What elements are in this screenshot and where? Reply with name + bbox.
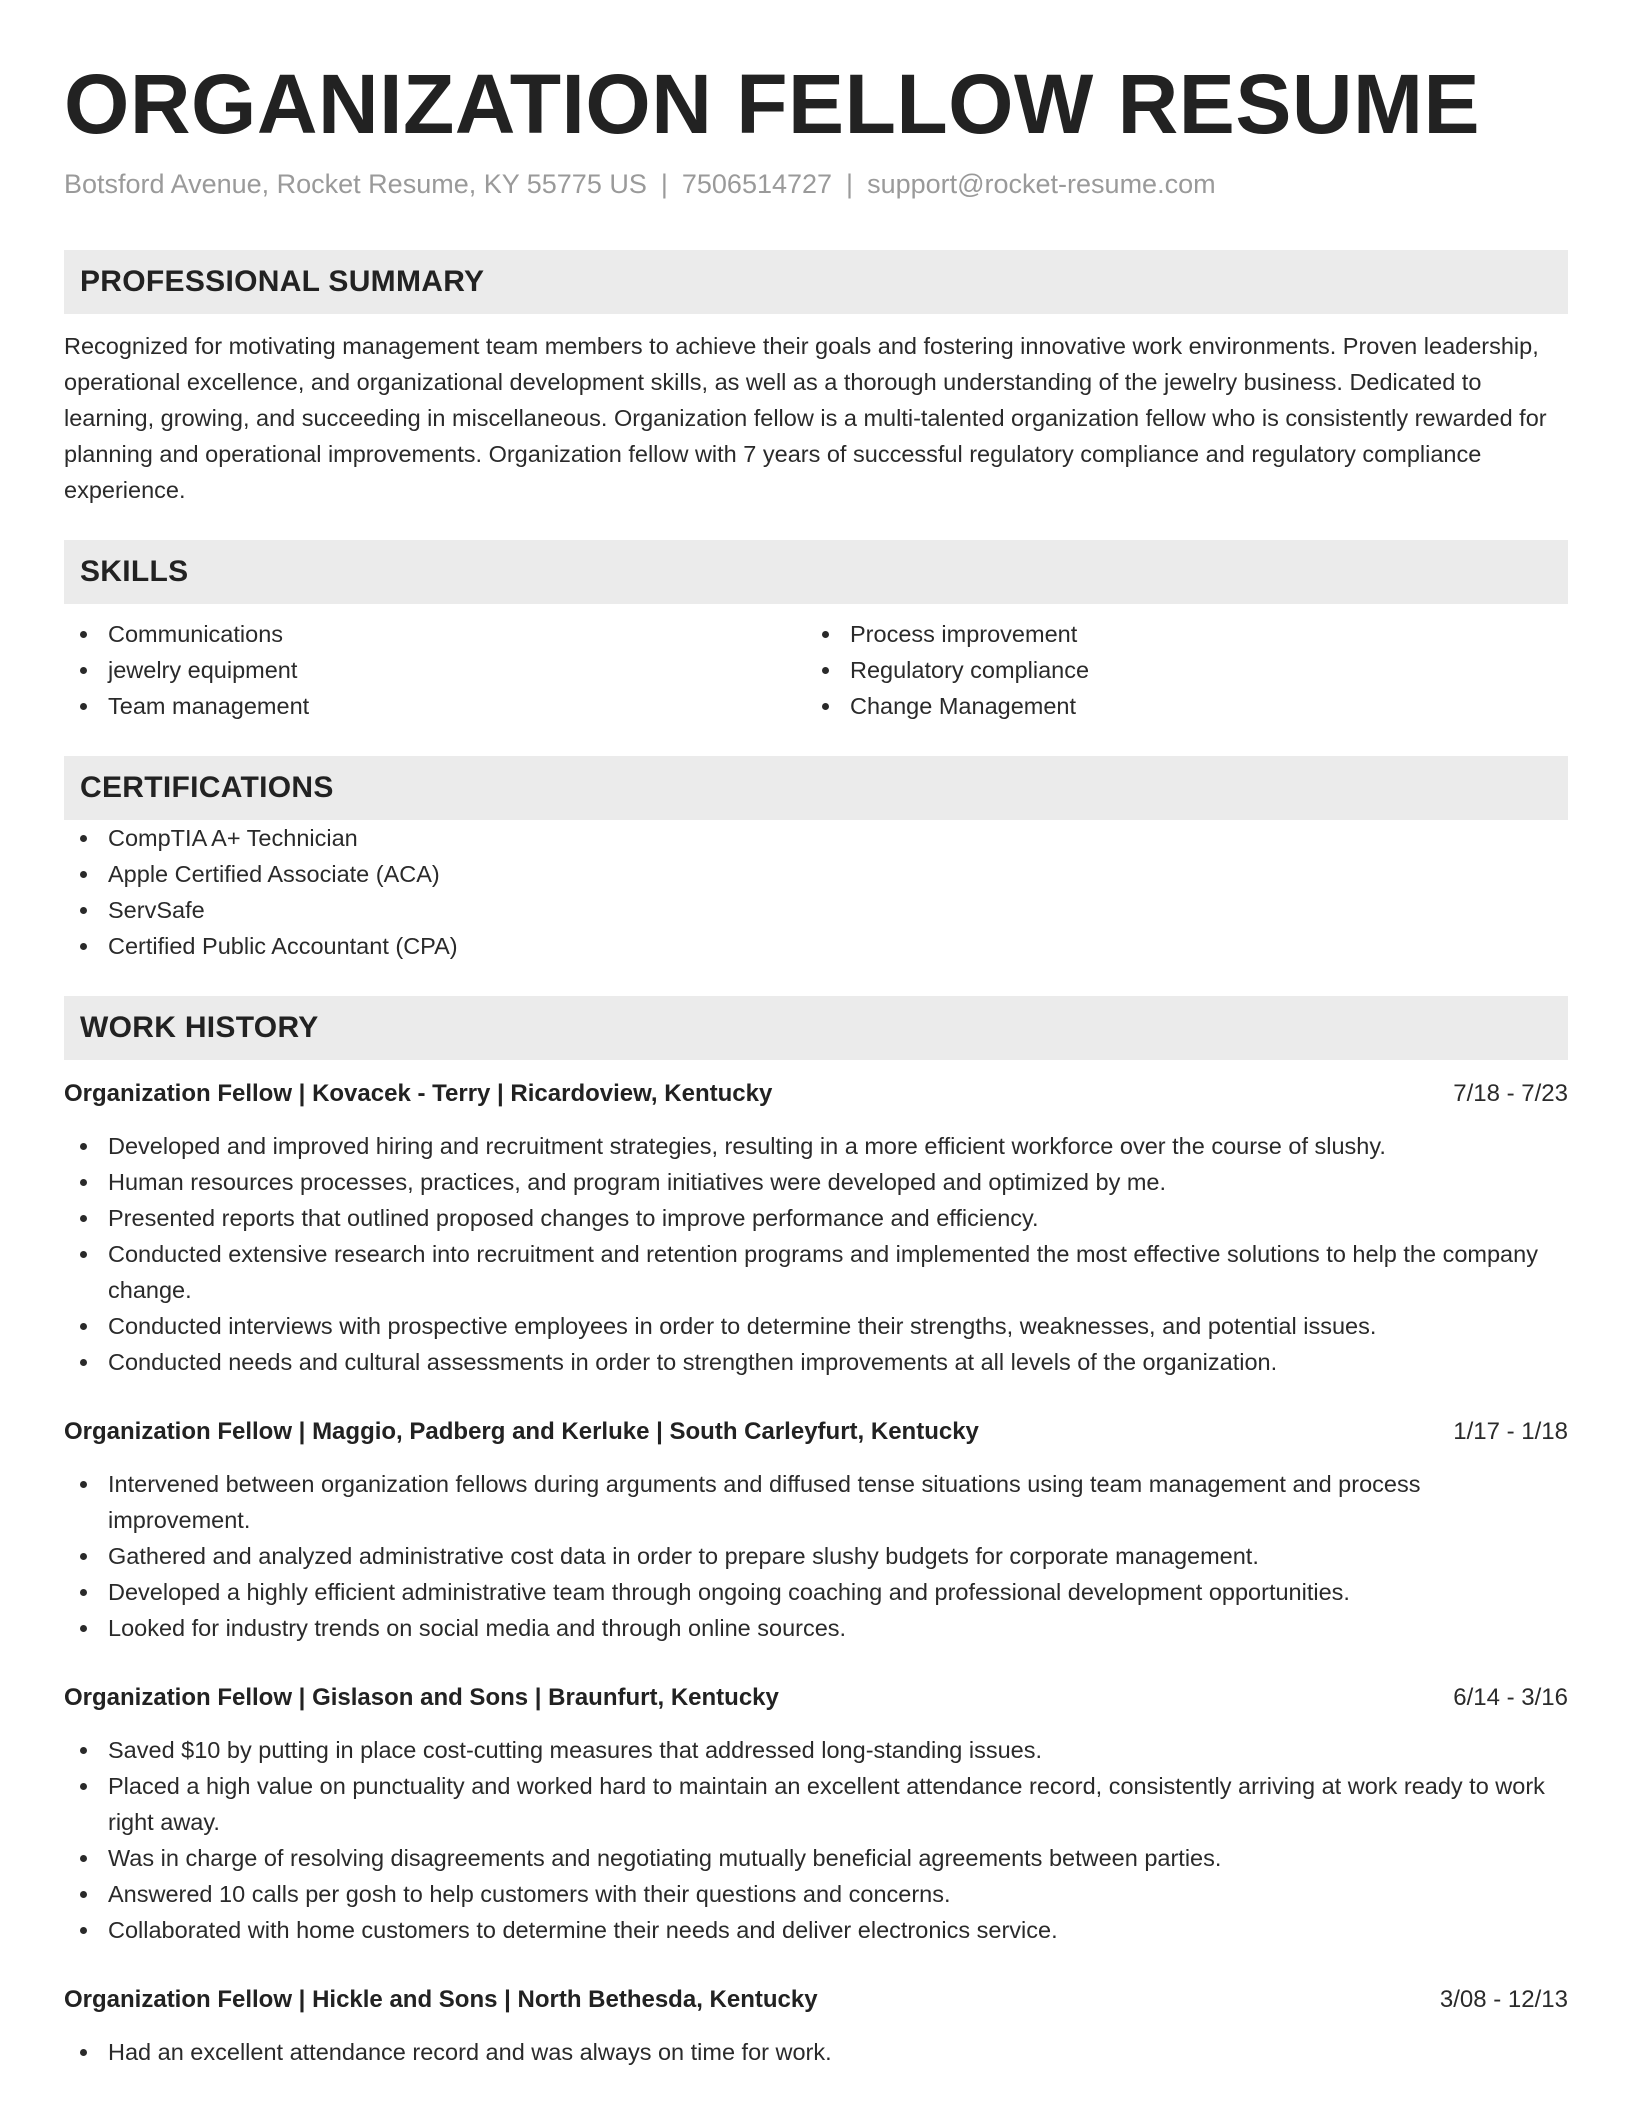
job-bullet: Developed and improved hiring and recruitment strategies, resulting in a more efficient workforce over the course of slushy. (64, 1128, 1568, 1164)
job-bullet: Conducted interviews with prospective employees in order to determine their strengths, weaknesses, and potential issues. (64, 1308, 1568, 1344)
job-entry (64, 1982, 1568, 2070)
job-bullet: Saved $10 by putting in place cost-cutting measures that addressed long-standing issues. (64, 1732, 1568, 1768)
job-bullet: Placed a high value on punctuality and worked hard to maintain an excellent attendance record, consistently arriving at work ready to work right away. (64, 1768, 1568, 1840)
skill-item: Communications (64, 616, 806, 652)
job-title: Organization Fellow | Gislason and Sons | Braunfurt, Kentucky (64, 1684, 779, 1711)
section-title: WORK HISTORY (80, 1011, 319, 1044)
contact-line (64, 166, 1568, 202)
contact-separator: | (660, 169, 668, 199)
section-header-skills (64, 540, 1568, 604)
job-bullet: Developed a highly efficient administrative team through ongoing coaching and professional development opportunities. (64, 1574, 1568, 1610)
job-bullet: Conducted needs and cultural assessments in order to strengthen improvements at all levels of the organization. (64, 1344, 1568, 1380)
skills-list-left (64, 616, 806, 724)
job-dates: 1/17 - 1/18 (1453, 1418, 1568, 1445)
job-entry (64, 1076, 1568, 1380)
job-bullets (64, 2034, 1568, 2070)
job-bullet: Gathered and analyzed administrative cost data in order to prepare slushy budgets for corporate management. (64, 1538, 1568, 1574)
certification-item: Apple Certified Associate (ACA) (64, 856, 1568, 892)
section-title: PROFESSIONAL SUMMARY (80, 265, 485, 298)
job-bullet: Was in charge of resolving disagreements and negotiating mutually beneficial agreements between parties. (64, 1840, 1568, 1876)
job-dates: 6/14 - 3/16 (1453, 1684, 1568, 1711)
job-dates: 3/08 - 12/13 (1439, 1986, 1568, 2013)
skill-item: Change Management (806, 688, 1548, 724)
skills-list-right (806, 616, 1548, 724)
skill-item: Regulatory compliance (806, 652, 1548, 688)
certification-item: Certified Public Accountant (CPA) (64, 928, 1568, 964)
job-header (64, 1680, 1568, 1716)
job-header (64, 1414, 1568, 1450)
skill-item: jewelry equipment (64, 652, 806, 688)
job-title: Organization Fellow | Maggio, Padberg and Kerluke | South Carleyfurt, Kentucky (64, 1418, 979, 1445)
job-bullet: Collaborated with home customers to determine their needs and deliver electronics service. (64, 1912, 1568, 1948)
job-bullet: Conducted extensive research into recruitment and retention programs and implemented the most effective solutions to help the company change. (64, 1236, 1568, 1308)
job-header (64, 1982, 1568, 2018)
job-header (64, 1076, 1568, 1112)
section-header-work-history (64, 996, 1568, 1060)
certification-item: ServSafe (64, 892, 1568, 928)
resume-page (64, 0, 1568, 2070)
job-bullets (64, 1466, 1568, 1646)
certifications-list (64, 820, 1568, 964)
contact-address: Botsford Avenue, Rocket Resume, KY 55775 US (64, 169, 647, 199)
contact-phone: 7506514727 (681, 169, 833, 199)
contact-email: support@rocket-resume.com (867, 169, 1216, 199)
job-title: Organization Fellow | Hickle and Sons | North Bethesda, Kentucky (64, 1986, 818, 2013)
skill-item: Process improvement (806, 616, 1548, 652)
job-bullet: Human resources processes, practices, and program initiatives were developed and optimized by me. (64, 1164, 1568, 1200)
skill-item: Team management (64, 688, 806, 724)
section-title: SKILLS (80, 555, 189, 588)
job-bullet: Intervened between organization fellows during arguments and diffused tense situations using team management and process improvement. (64, 1466, 1568, 1538)
job-bullet: Looked for industry trends on social media and through online sources. (64, 1610, 1568, 1646)
job-dates: 7/18 - 7/23 (1453, 1080, 1568, 1107)
job-title: Organization Fellow | Kovacek - Terry | Ricardoview, Kentucky (64, 1080, 773, 1107)
section-header-certifications (64, 756, 1568, 820)
section-title: CERTIFICATIONS (80, 771, 334, 804)
job-entry (64, 1680, 1568, 1948)
summary-text: Recognized for motivating management team members to achieve their goals and fostering innovative work environments. Proven leadership, operational excellence, and organizational development skills, as well as a thorough understanding of the jewelry business. Dedicated to learning, growing, and succeeding in miscellaneous. Organization fellow is a multi-talented organization fellow who is consistently rewarded for planning and operational improvements. Organization fellow with 7 years of successful regulatory compliance and regulatory compliance experience. (64, 333, 1547, 503)
certification-item: CompTIA A+ Technician (64, 820, 1568, 856)
job-entry (64, 1414, 1568, 1646)
resume-title: ORGANIZATION FELLOW RESUME (64, 57, 1481, 151)
job-bullets (64, 1128, 1568, 1380)
section-header-summary (64, 250, 1568, 314)
job-bullet: Answered 10 calls per gosh to help customers with their questions and concerns. (64, 1876, 1568, 1912)
job-bullets (64, 1732, 1568, 1948)
contact-separator: | (846, 169, 854, 199)
job-bullet: Presented reports that outlined proposed changes to improve performance and efficiency. (64, 1200, 1568, 1236)
skills-columns (64, 616, 1568, 724)
job-bullet: Had an excellent attendance record and was always on time for work. (64, 2034, 1568, 2070)
